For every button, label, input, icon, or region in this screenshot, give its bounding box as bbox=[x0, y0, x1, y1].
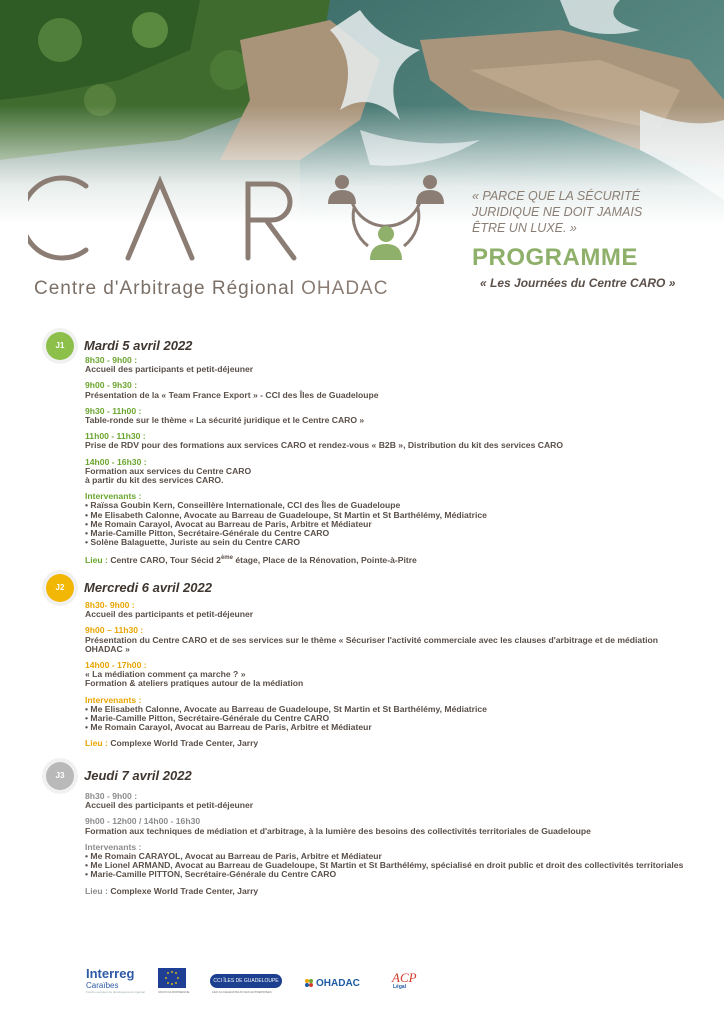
logo-subtitle bbox=[34, 278, 388, 300]
speakers-label: Intervenants : bbox=[85, 491, 142, 502]
eu-label: UNION EUROPÉENNE bbox=[158, 990, 190, 994]
programme-title: PROGRAMME bbox=[472, 244, 638, 271]
venue-sup: ème bbox=[220, 555, 233, 562]
tagline-quote bbox=[472, 188, 672, 236]
schedule-item bbox=[85, 792, 695, 810]
logo-subtitle-accent: OHADAC bbox=[301, 278, 389, 299]
speaker: • Me Romain CARAYOL, Avocat au Barreau de Paris, Arbitre et Médiateur bbox=[85, 852, 695, 861]
partner-logos bbox=[0, 962, 724, 1002]
venue bbox=[85, 887, 695, 896]
schedule-desc: Accueil des participants et petit-déjeuner bbox=[85, 609, 254, 620]
schedule-item bbox=[85, 601, 695, 619]
schedule-desc: Prise de RDV pour des formations aux services CARO et rendez-vous « B2B », Distribution du kit des services CARO bbox=[85, 440, 564, 451]
speakers-list bbox=[85, 705, 695, 733]
schedule-desc-2: OHADAC » bbox=[85, 643, 130, 654]
speakers-list bbox=[85, 852, 695, 880]
schedule-desc: Accueil des participants et petit-déjeuner bbox=[85, 800, 254, 811]
schedule-desc: Formation aux techniques de médiation et d'arbitrage, à la lumière des besoins des collectivités territoriales de Guadeloupe bbox=[85, 825, 591, 836]
schedule-time: 14h00 - 17h00 : bbox=[85, 660, 147, 671]
schedule-desc: Formation aux services du Centre CARO bbox=[85, 465, 252, 476]
acp-sub: Légal bbox=[393, 984, 407, 990]
programme-subtitle: « Les Journées du Centre CARO » bbox=[480, 276, 676, 290]
venue-label: Lieu : bbox=[85, 738, 108, 749]
day-badge: J3 bbox=[46, 762, 74, 790]
schedule-item bbox=[85, 432, 695, 450]
day-title: Jeudi 7 avril 2022 bbox=[84, 768, 192, 783]
speakers-block bbox=[85, 492, 695, 547]
schedule-desc-2: à partir du kit des services CARO. bbox=[85, 475, 224, 486]
speaker: • Me Elisabeth Calonne, Avocate au Barreau de Guadeloupe, St Martin et St Barthélémy, Médiatrice bbox=[85, 705, 695, 714]
speaker: • Me Lionel ARMAND, Avocat au Barreau de Guadeloupe, St Martin et St Barthélémy, spécialisé en droit public et droit des collectivités territoriales bbox=[85, 861, 695, 870]
schedule-time: 8h30 - 9h00 : bbox=[85, 791, 138, 801]
speaker: • Me Romain Carayol, Avocat au Barreau de Paris, Arbitre et Médiateur bbox=[85, 520, 695, 529]
schedule-time: 9h00 - 12h00 / 14h00 - 16h30 bbox=[85, 816, 201, 827]
caro-logo-letters bbox=[28, 172, 328, 264]
schedule-desc: Accueil des participants et petit-déjeuner bbox=[85, 364, 254, 375]
caro-logo bbox=[28, 172, 448, 302]
venue-text: Complexe World Trade Center, Jarry bbox=[110, 885, 259, 896]
schedule-item bbox=[85, 356, 695, 374]
speaker: • Marie-Camille Pitton, Secrétaire-Générale du Centre CARO bbox=[85, 529, 695, 538]
schedule-desc: Présentation du Centre CARO et de ses services sur le thème « Sécuriser l'activité commerciale avec les clauses d'arbitrage et de médiation bbox=[85, 634, 658, 645]
venue bbox=[85, 554, 695, 565]
ohadac-logo: OHADAC bbox=[316, 978, 360, 989]
schedule-time: 8h30 - 9h00 : bbox=[85, 355, 138, 365]
interreg-tiny: Fonds européen de développement régional bbox=[86, 990, 145, 994]
interreg-sub: Caraïbes bbox=[86, 981, 119, 990]
day-badge: J2 bbox=[46, 574, 74, 602]
schedule-desc: Présentation de la « Team France Export » - CCI des Îles de Guadeloupe bbox=[85, 389, 379, 400]
acp-logo-icon bbox=[390, 968, 420, 996]
interreg-name: Interreg bbox=[86, 966, 135, 981]
speakers-block bbox=[85, 843, 695, 880]
day-title: Mardi 5 avril 2022 bbox=[84, 338, 193, 353]
speaker: • Me Elisabeth Calonne, Avocate au Barreau de Guadeloupe, St Martin et St Barthélémy, Médiatrice bbox=[85, 511, 695, 520]
cci-logo: CCI ÎLES DE GUADELOUPE bbox=[210, 974, 282, 988]
day-items bbox=[85, 601, 695, 756]
people-circle-icon bbox=[324, 172, 448, 268]
schedule-time: 11h00 - 11h30 : bbox=[85, 431, 146, 442]
quote-line-3: ÊTRE UN LUXE. » bbox=[472, 221, 577, 235]
schedule-time: 9h30 - 11h00 : bbox=[85, 405, 142, 416]
schedule-item bbox=[85, 626, 695, 654]
schedule-desc-2: Formation & ateliers pratiques autour de la médiation bbox=[85, 678, 304, 689]
speaker: • Solène Balaguette, Juriste au sein du Centre CARO bbox=[85, 538, 695, 547]
speaker: • Raïssa Goubin Kern, Conseillère Internationale, CCI des Îles de Guadeloupe bbox=[85, 501, 695, 510]
schedule-item bbox=[85, 458, 695, 486]
ohadac-mark-icon bbox=[304, 978, 314, 988]
venue bbox=[85, 739, 695, 748]
acp-letters: ACP bbox=[392, 970, 417, 985]
quote-line-1: « PARCE QUE LA SÉCURITÉ bbox=[472, 189, 641, 203]
venue-label: Lieu : bbox=[85, 885, 108, 896]
venue-text-a: Centre CARO, Tour Sécid 2 bbox=[110, 555, 221, 566]
eu-flag-icon bbox=[158, 968, 186, 988]
schedule-desc: Table-ronde sur le thème « La sécurité juridique et le Centre CARO » bbox=[85, 415, 365, 426]
speaker: • Marie-Camille Pitton, Secrétaire-Générale du Centre CARO bbox=[85, 714, 695, 723]
speakers-label: Intervenants : bbox=[85, 841, 142, 852]
schedule-desc: « La médiation comment ça marche ? » bbox=[85, 669, 246, 680]
venue-label: Lieu : bbox=[85, 555, 108, 566]
day-items bbox=[85, 792, 695, 903]
day-badge: J1 bbox=[46, 332, 74, 360]
cci-sub: 1ER ACCÉLÉRATEUR DES ENTREPRISES bbox=[212, 990, 272, 994]
speaker: • Marie-Camille PITTON, Secrétaire-Générale du Centre CARO bbox=[85, 870, 695, 879]
quote-line-2: JURIDIQUE NE DOIT JAMAIS bbox=[472, 205, 643, 219]
schedule-time: 14h00 - 16h30 : bbox=[85, 456, 147, 467]
schedule-time: 9h00 - 9h30 : bbox=[85, 380, 138, 391]
schedule-item bbox=[85, 407, 695, 425]
speakers-label: Intervenants : bbox=[85, 694, 142, 705]
speaker: • Me Romain Carayol, Avocat au Barreau de Paris, Arbitre et Médiateur bbox=[85, 723, 695, 732]
schedule-item bbox=[85, 661, 695, 689]
venue-text: Complexe World Trade Center, Jarry bbox=[110, 738, 259, 749]
interreg-logo bbox=[86, 966, 146, 994]
speakers-list bbox=[85, 501, 695, 547]
logo-subtitle-text: Centre d'Arbitrage Régional bbox=[34, 278, 295, 299]
eu-stars-icon bbox=[158, 968, 186, 988]
venue-text-b: étage, Place de la Rénovation, Pointe-à-Pitre bbox=[232, 555, 417, 566]
day-title: Mercredi 6 avril 2022 bbox=[84, 580, 212, 595]
speakers-block bbox=[85, 696, 695, 733]
schedule-time: 8h30- 9h00 : bbox=[85, 600, 135, 610]
schedule-item bbox=[85, 381, 695, 399]
schedule-item bbox=[85, 817, 695, 835]
day-items bbox=[85, 356, 695, 573]
schedule-time: 9h00 – 11h30 : bbox=[85, 625, 144, 636]
